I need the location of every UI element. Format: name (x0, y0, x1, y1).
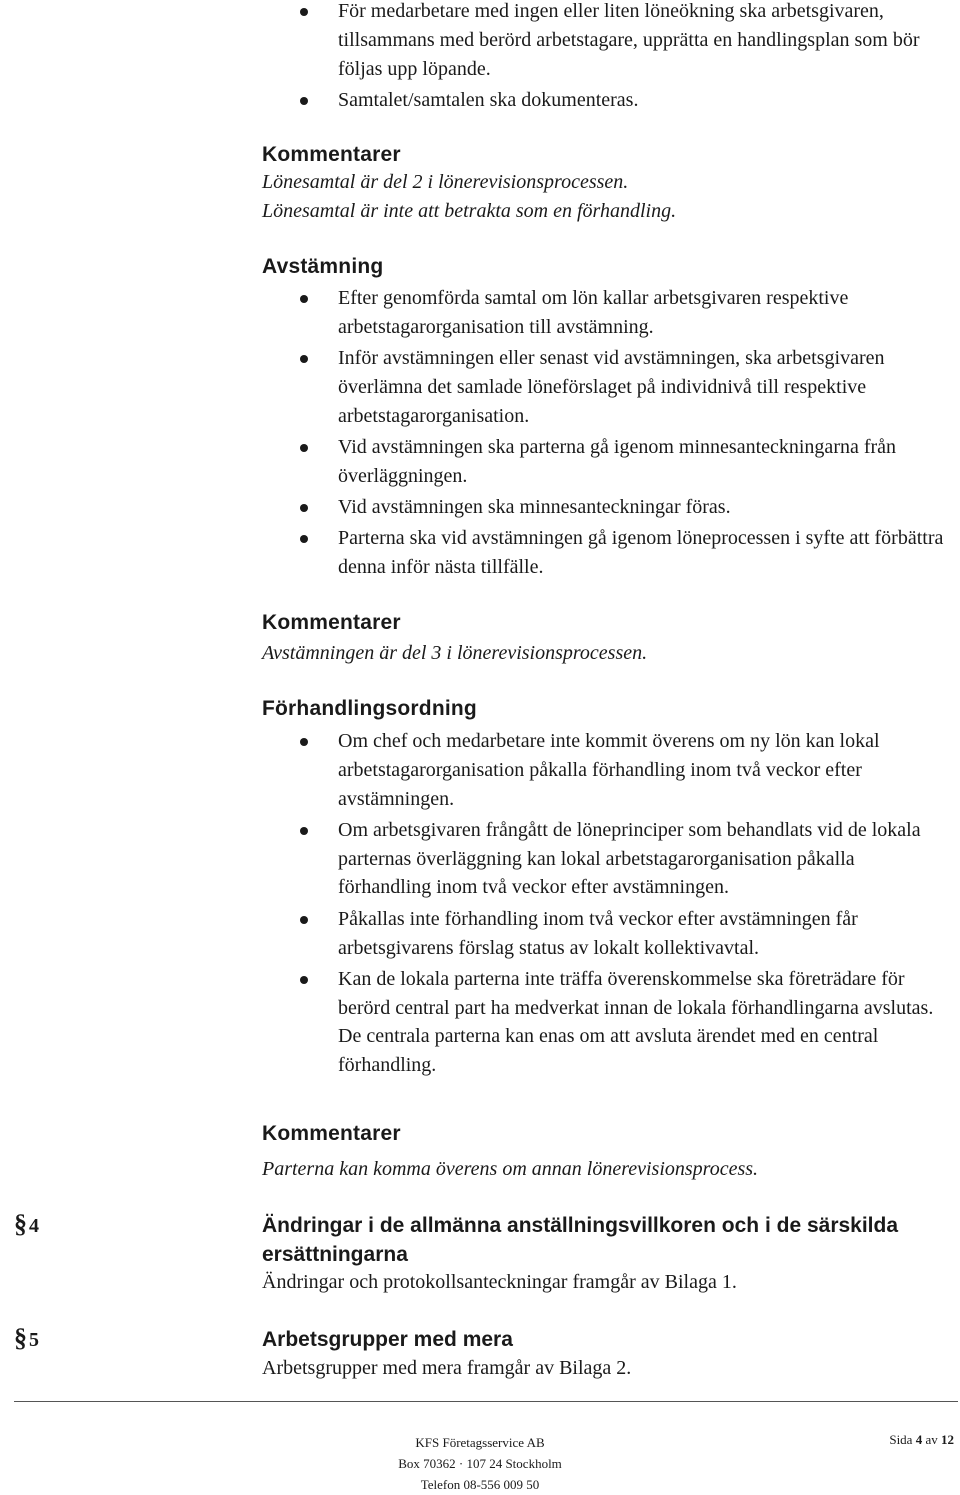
footer-company-info (340, 1432, 620, 1495)
bullet-text: Efter genomförda samtal om lön kallar arbetsgivaren respektive arbetstagarorganisation till avstämning. (338, 287, 849, 338)
list-item (0, 0, 960, 83)
page-prefix: Sida (889, 1432, 913, 1447)
section-4-title: Ändringar i de allmänna anställningsvillkoren och i de särskilda ersättningarna (262, 1214, 899, 1266)
footer-phone: Telefon 08-556 009 50 (420, 1477, 540, 1492)
list-item (0, 524, 960, 582)
section-5-number (14, 1323, 39, 1353)
section-5-body: Arbetsgrupper med mera framgår av Bilaga 2. (262, 1357, 632, 1379)
bullet-text: Kan de lokala parterna inte träffa överenskommelse ska företrädare för berörd central part ha medverkat innan de lokala förhandlingarna avslutas. De centrala parterna kan enas om att avsluta ärendet med en central förhandling. (338, 967, 934, 1077)
list-item (0, 965, 960, 1080)
page-total: 12 (941, 1432, 954, 1447)
kommentarer-heading-3: Kommentarer (262, 1122, 401, 1145)
bullet-text: Påkallas inte förhandling inom två veckor efter avstämningen får arbetsgivarens förslag status av lokalt kollektivavtal. (338, 907, 858, 959)
bullet-text: Om arbetsgivaren frångått de löneprinciper som behandlats vid de lokala parternas överläggning kan lokal arbetstagarorganisation påkalla förhandling inom två veckor efter avstämningen. (338, 818, 921, 899)
kommentar-line: Lönesamtal är del 2 i lönerevisionsprocessen. (262, 171, 629, 193)
list-item (0, 816, 960, 902)
list-item (0, 493, 960, 522)
forhandlingsordning-bullet-list (0, 727, 960, 1083)
kommentarer-heading-1: Kommentarer (262, 143, 401, 166)
kommentar-line: Lönesamtal är inte att betrakta som en förhandling. (262, 200, 677, 222)
page-current: 4 (915, 1432, 923, 1447)
list-item (0, 433, 960, 491)
section-4-body: Ändringar och protokollsanteckningar framgår av Bilaga 1. (262, 1271, 737, 1293)
bullet-text: För medarbetare med ingen eller liten löneökning ska arbetsgivaren, tillsammans med berörd arbetstagare, upprätta en handlingsplan som bör följas upp löpande. (338, 0, 920, 80)
section-number: 4 (29, 1215, 39, 1237)
footer-address: Box 70362 · 107 24 Stockholm (398, 1456, 562, 1471)
section-4-number (14, 1209, 39, 1239)
bullet-text: Vid avstämningen ska parterna gå igenom minnesanteckningarna från överläggningen. (338, 435, 897, 487)
bullet-text: Samtalet/samtalen ska dokumenteras. (338, 88, 639, 111)
bullet-text: Inför avstämningen eller senast vid avstämningen, ska arbetsgivaren överlämna det samlade löneförslaget på individnivå till respektive arbetstagarorganisation. (338, 347, 885, 427)
kommentarer-heading-2: Kommentarer (262, 611, 401, 634)
forhandlingsordning-heading: Förhandlingsordning (262, 697, 477, 720)
list-item (0, 905, 960, 963)
list-item (0, 727, 960, 813)
page-number (889, 1432, 954, 1448)
section-number: 5 (29, 1329, 39, 1351)
bullet-text: Om chef och medarbetare inte kommit överens om ny lön kan lokal arbetstagarorganisation påkalla förhandling inom två veckor efter avstämningen. (338, 730, 880, 810)
bullet-text: Parterna ska vid avstämningen gå igenom löneprocessen i syfte att förbättra denna inför nästa tillfälle. (338, 527, 944, 579)
footer-company: KFS Företagsservice AB (415, 1435, 545, 1450)
kommentar-line: Avstämningen är del 3 i lönerevisionsprocessen. (262, 642, 648, 664)
avstamning-bullet-list (0, 284, 960, 584)
kommentar-line: Parterna kan komma överens om annan lönerevisionsprocess. (262, 1158, 759, 1180)
list-item (0, 86, 960, 115)
page-of: av (925, 1432, 938, 1447)
list-item (0, 344, 960, 430)
footer-divider (14, 1401, 958, 1402)
avstamning-heading: Avstämning (262, 255, 384, 278)
section-5-title: Arbetsgrupper med mera (262, 1328, 513, 1351)
section-symbol: § (14, 1209, 27, 1238)
top-bullet-list (0, 0, 960, 117)
section-symbol: § (14, 1323, 27, 1352)
bullet-text: Vid avstämningen ska minnesanteckningar föras. (338, 496, 731, 519)
list-item (0, 284, 960, 342)
